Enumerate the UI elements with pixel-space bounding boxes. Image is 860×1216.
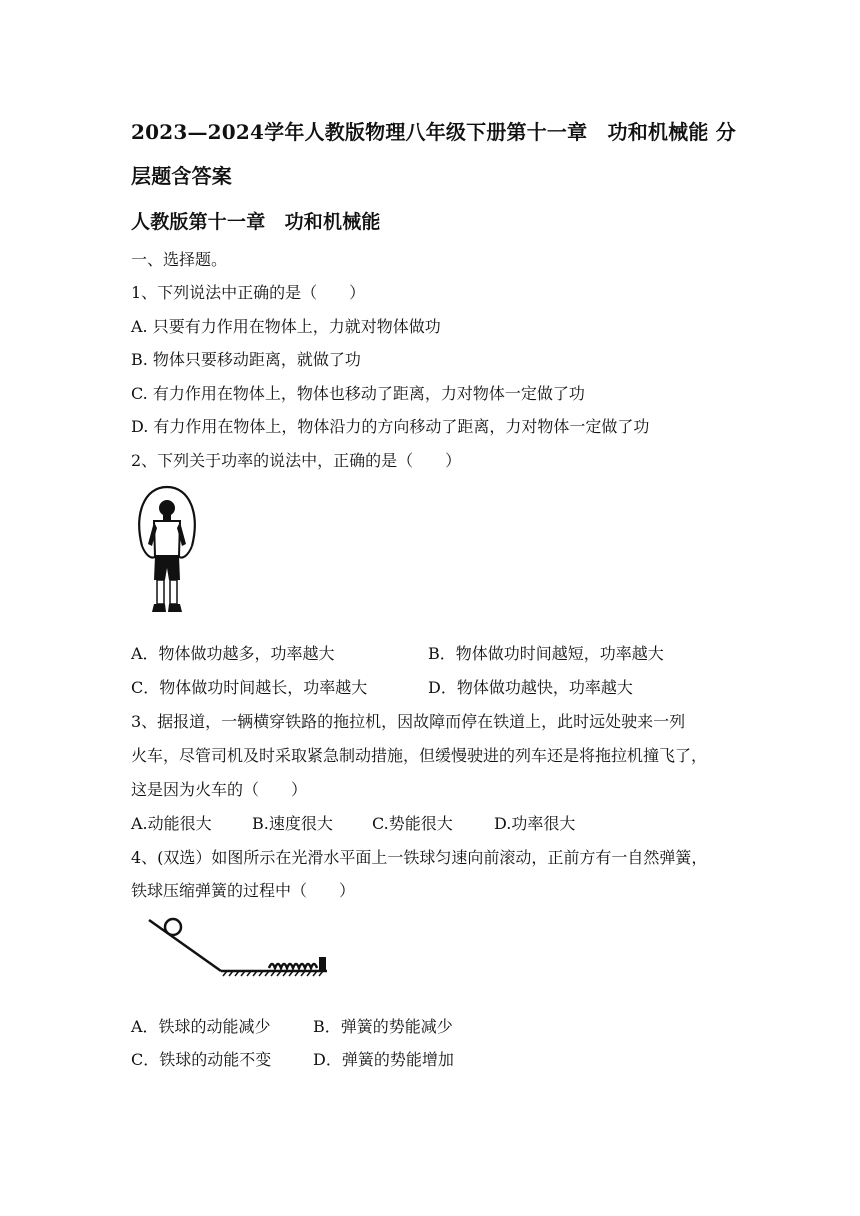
q3-option-b: B.速度很大: [252, 814, 333, 833]
q4-option-a: A．铁球的动能减少: [131, 1017, 271, 1036]
ball-spring-figure: [147, 916, 332, 982]
q1-option-b: B. 物体只要移动距离，就做了功: [131, 350, 361, 369]
q1-option-d: D. 有力作用在物体上，物体沿力的方向移动了距离，力对物体一定做了功: [131, 417, 650, 436]
q2-stem: 2、下列关于功率的说法中，正确的是（ ）: [131, 451, 462, 470]
q1-stem: 1、下列说法中正确的是（ ）: [131, 283, 366, 302]
q4-line1: 4、(双选）如图所示在光滑水平面上一铁球匀速向前滚动，正前方有一自然弹簧，: [131, 848, 708, 867]
q2-option-c: C．物体做功时间越长，功率越大: [131, 678, 368, 697]
doc-title-line2: 层题含答案: [131, 164, 232, 188]
q4-option-d: D．弹簧的势能增加: [313, 1050, 454, 1069]
q3-line3: 这是因为火车的（ ）: [131, 780, 308, 799]
q1-option-c: C. 有力作用在物体上，物体也移动了距离，力对物体一定做了功: [131, 384, 585, 403]
q4-option-c: C．铁球的动能不变: [131, 1050, 272, 1069]
q4-option-b: B．弹簧的势能减少: [313, 1017, 453, 1036]
q3-line1: 3、据报道，一辆横穿铁路的拖拉机，因故障而停在铁道上，此时远处驶来一列: [131, 712, 686, 731]
section-heading: 一、选择题。: [131, 250, 228, 269]
q4-line2: 铁球压缩弹簧的过程中（ ）: [131, 881, 356, 900]
q3-line2: 火车，尽管司机及时采取紧急制动措施，但缓慢驶进的列车还是将拖拉机撞飞了，: [131, 746, 708, 765]
chapter-subtitle: 人教版第十一章 功和机械能: [131, 211, 381, 233]
q3-option-c: C.势能很大: [372, 814, 453, 833]
q2-option-a: A．物体做功越多，功率越大: [131, 644, 335, 663]
q2-option-b: B．物体做功时间越短，功率越大: [428, 644, 664, 663]
q1-option-a: A. 只要有力作用在物体上，力就对物体做功: [131, 317, 441, 336]
q2-option-d: D．物体做功越快，功率越大: [428, 678, 633, 697]
q3-option-a: A.动能很大: [131, 814, 212, 833]
q3-option-d: D.功率很大: [494, 814, 576, 833]
rope-skipper-figure: [132, 484, 202, 618]
doc-title-line1: 2023—2024学年人教版物理八年级下册第十一章 功和机械能 分: [131, 120, 736, 144]
